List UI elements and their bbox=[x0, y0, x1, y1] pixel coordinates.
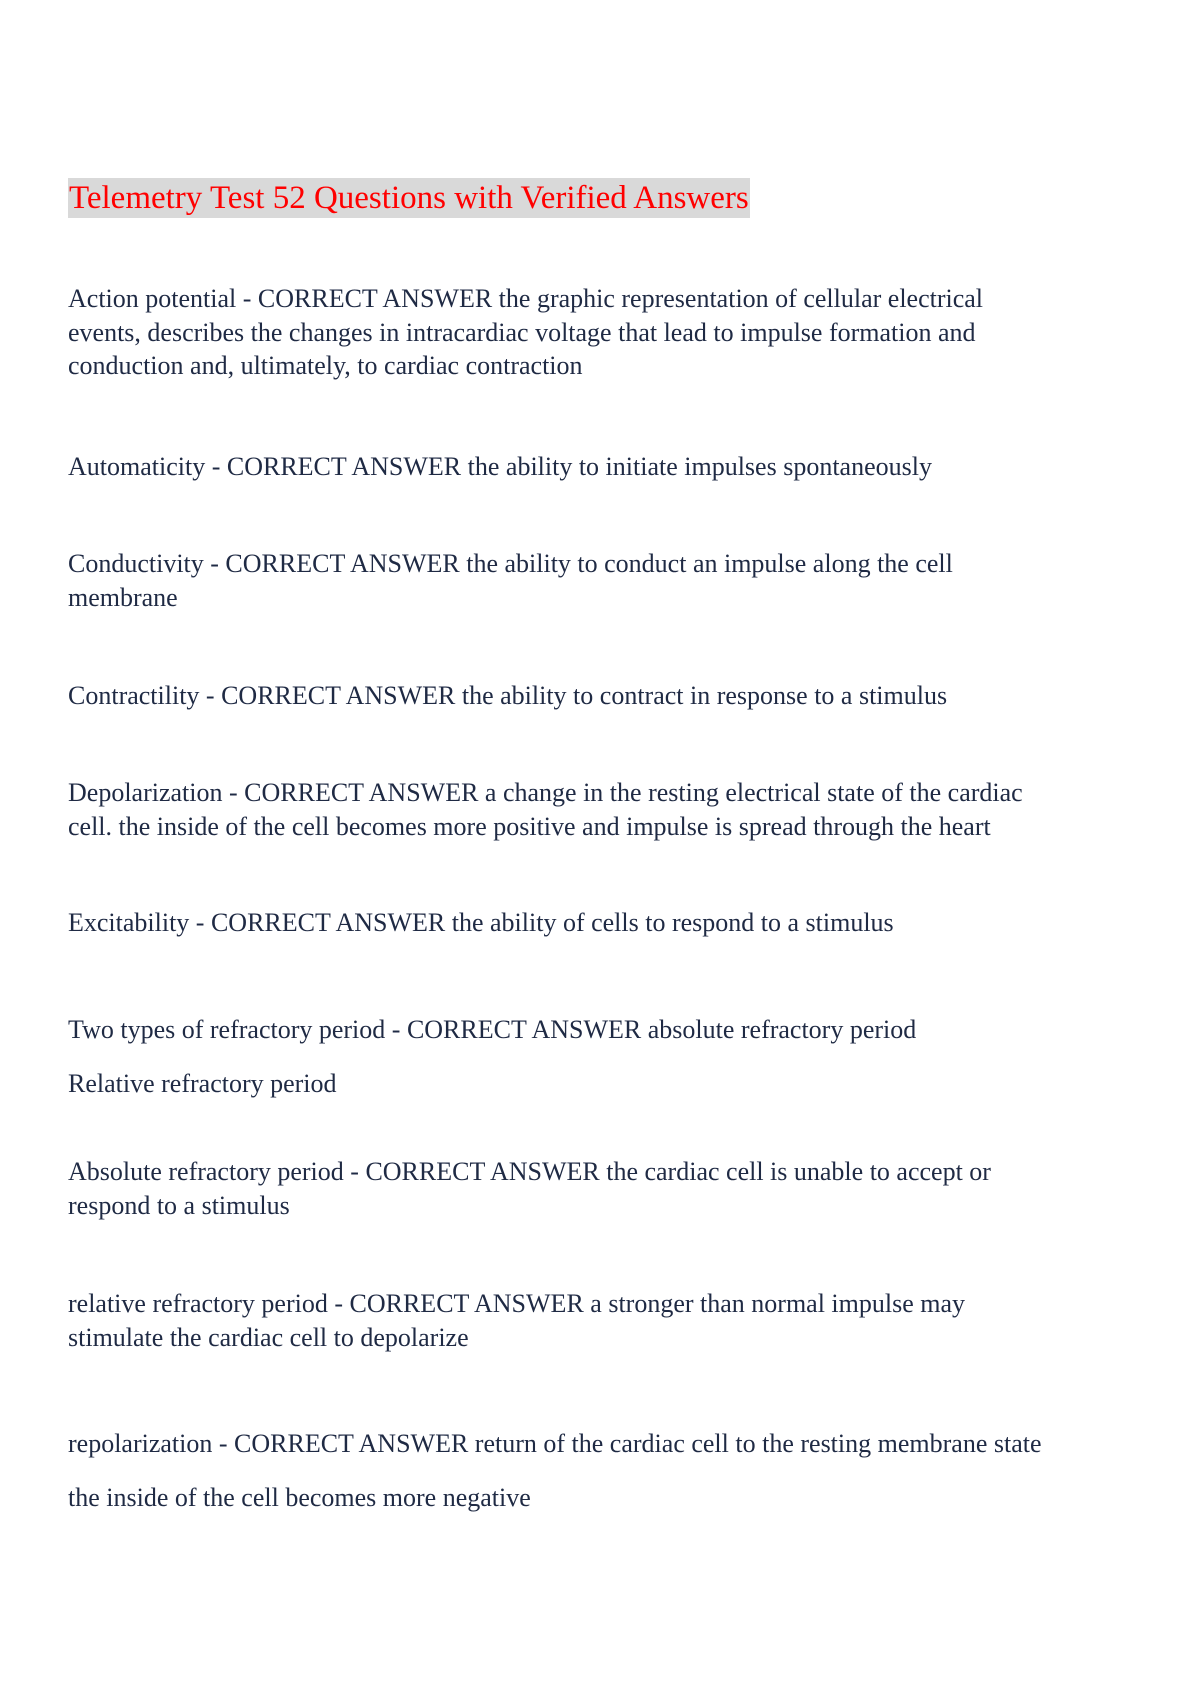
entry-line: the inside of the cell becomes more negative bbox=[68, 1482, 531, 1512]
entry-line: membrane bbox=[68, 582, 178, 612]
entry-line: stimulate the cardiac cell to depolarize bbox=[68, 1322, 469, 1352]
entry-line: Relative refractory period bbox=[68, 1068, 337, 1098]
entry-repolarization bbox=[68, 1417, 1133, 1524]
entry-line: Contractility - CORRECT ANSWER the ability to contract in response to a stimulus bbox=[68, 681, 948, 710]
entry-line: Depolarization - CORRECT ANSWER a change in the resting electrical state of the cardiac bbox=[68, 778, 1023, 807]
entry-line: Conductivity - CORRECT ANSWER the ability to conduct an impulse along the cell bbox=[68, 549, 953, 578]
entry-refractory-types bbox=[68, 1003, 1133, 1110]
entry-absolute-refractory bbox=[68, 1155, 1133, 1222]
entry-line: Two types of refractory period - CORRECT ANSWER absolute refractory period bbox=[68, 1015, 917, 1044]
entry-line: relative refractory period - CORRECT ANSWER a stronger than normal impulse may bbox=[68, 1289, 966, 1318]
entry-line: Excitability - CORRECT ANSWER the ability of cells to respond to a stimulus bbox=[68, 908, 894, 937]
document-title: Telemetry Test 52 Questions with Verified Answers bbox=[69, 180, 749, 216]
entry-line: conduction and, ultimately, to cardiac contraction bbox=[68, 351, 583, 380]
entry-line: respond to a stimulus bbox=[68, 1190, 290, 1220]
entry-contractility bbox=[68, 679, 1133, 713]
entry-line: events, describes the changes in intracardiac voltage that lead to impulse formation and bbox=[68, 317, 976, 347]
entry-line: Absolute refractory period - CORRECT ANSWER the cardiac cell is unable to accept or bbox=[68, 1157, 991, 1186]
entry-excitability bbox=[68, 906, 1133, 940]
entry-line: repolarization - CORRECT ANSWER return of the cardiac cell to the resting membrane state bbox=[68, 1429, 1042, 1458]
entry-relative-refractory bbox=[68, 1287, 1133, 1354]
entry-action-potential bbox=[68, 282, 1133, 383]
entry-line: Action potential - CORRECT ANSWER the graphic representation of cellular electrical bbox=[68, 284, 984, 313]
entry-conductivity bbox=[68, 547, 1133, 614]
entry-line: cell. the inside of the cell becomes more positive and impulse is spread through the heart bbox=[68, 811, 991, 841]
entry-depolarization bbox=[68, 776, 1133, 843]
entry-line: Automaticity - CORRECT ANSWER the ability to initiate impulses spontaneously bbox=[68, 452, 932, 481]
entry-automaticity bbox=[68, 450, 1133, 484]
